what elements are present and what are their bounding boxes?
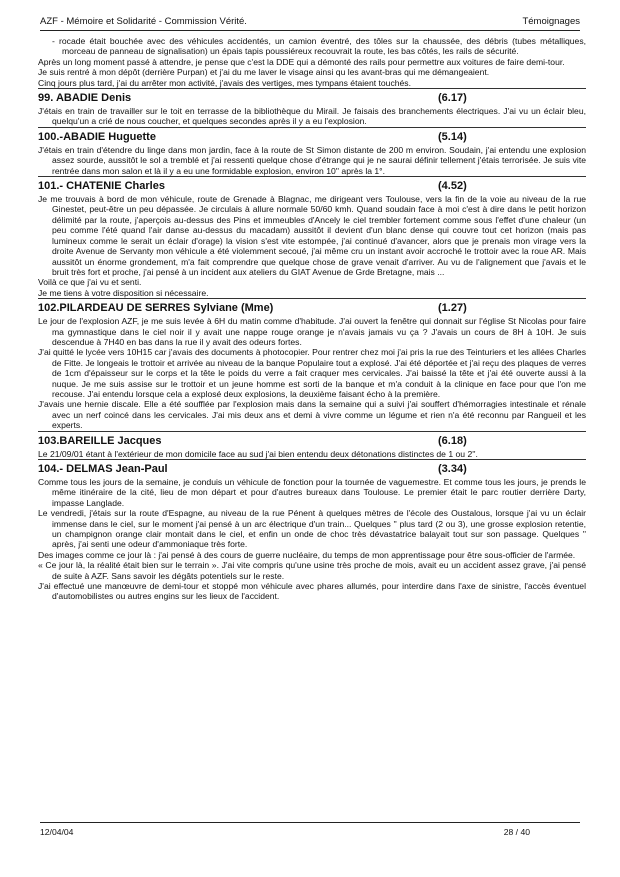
witness-name: 102.PILARDEAU DE SERRES Sylviane (Mme)	[38, 302, 274, 315]
testimony-paragraph: J'étais en train de travailler sur le toit en terrasse de la bibliothèque du Mirail. Je faisais des branchements électriques. J'ai vu un éclair bleu, quelqu'un a crié de nous coucher, et quelques secondes après il y a eu l'explosion.	[38, 106, 586, 127]
intro-paragraph: Je suis rentré à mon dépôt (derrière Purpan) et j'ai du me laver le visage ainsi qu les avant-bras qui me démangeaient.	[38, 67, 490, 78]
testimony-heading	[38, 131, 586, 144]
witness-name: 100.-ABADIE Huguette	[38, 130, 156, 143]
testimony-heading	[38, 180, 586, 193]
testimony-code: (4.52)	[438, 180, 467, 193]
testimony-paragraph: Je me tiens à votre disposition si nécessaire.	[38, 288, 586, 299]
witness-name: 99. ABADIE Denis	[38, 92, 132, 105]
testimony-paragraph: J'ai quitté le lycée vers 10H15 car j'avais des documents à photocopier. Pour rentrer chez moi j'ai pris la rue des Teinturiers et les allées Charles de Fitte. Je longeais le trottoir et arrivée au niveau de la banque Populaire tout a explosé. J'ai été déportée et j'ai reçu des plaques de verres de 1cm d'épaisseur sur le corps et la tête le poids du verre a fait craquer mes cervicales. J'ai baissé la tête et j'ai été ouverte aussi à la nuque. Je me suis assise sur le trottoir et un jeune homme est sorti de la banque et m'a conduit à la clinique en face pour que l'on me recouse. J'ai entendu lorsque cela a explosé deux explosions, la deuxième faisant écho à la première.	[38, 347, 586, 399]
testimony-paragraph: Comme tous les jours de la semaine, je conduis un véhicule de fonction pour la tournée de vaguemestre. Et comme tous les jours, je prends le même itinéraire de la cité, lieu de mon départ et pour d'autres bureaux dans Toulouse. Le premier était le parc routier derrière Darty, impasse Langlade.	[38, 477, 586, 508]
header-section: Témoignages	[522, 16, 580, 27]
page-number: 28 / 40	[503, 827, 530, 837]
document-body	[38, 36, 586, 602]
intro-paragraph: Cinq jours plus tard, j'ai du arrêter mon activité, j'avais des vertiges, mes tympans étaient touchés.	[38, 78, 586, 89]
witness-name: 104.- DELMAS Jean-Paul	[38, 463, 168, 475]
testimony-paragraph: J'avais une hernie discale. Elle a été souffléе par l'explosion mais dans la semaine qui a suivi j'ai souffert d'hémorragies intestinale et rénale avec un nerf coincé dans les cervicales. J'ai mis deux ans et demi à vivre comme un légume et rien n'a été reconnu par Rangueil et les experts.	[38, 399, 586, 431]
testimony-paragraph: J'ai effectué une manœuvre de demi-tour et stoppé mon véhicule avec phares allumés, pour interdire dans l'axe de sinistre, l'accès éventuel d'automobilistes ou autres engins sur les lieux de l'accident.	[38, 581, 586, 602]
testimony-heading	[38, 302, 586, 315]
intro-paragraph: Après un long moment passé à attendre, je pense que c'est la DDE qui a démonté des rails pour permettre aux voitures de faire demi-tour.	[38, 56, 565, 67]
testimony-code: (3.34)	[438, 463, 467, 475]
testimony-paragraph: Le 21/09/01 étant à l'extérieur de mon domicile face au sud j'ai bien entendu deux détonations distinctes de 1 ou 2''.	[38, 449, 586, 460]
testimony-code: (1.27)	[438, 302, 467, 315]
testimony-paragraph: « Ce jour là, la réalité était bien sur le terrain ». J'ai vite compris qu'une usine très proche de mois, avait eu un accident assez grave, j'ai pensé de suite à AZF. Sans savoir les dégâts potentiels sur le reste.	[38, 560, 586, 581]
testimony-heading	[38, 435, 586, 448]
header-title: AZF - Mémoire et Solidarité - Commission Vérité.	[40, 16, 247, 27]
footer-date: 12/04/04	[40, 827, 74, 837]
witness-name: 101.- CHATENIE Charles	[38, 180, 165, 193]
testimony-paragraph: Le jour de l'explosion AZF, je me suis levée à 6H du matin comme d'habitude. J'ai ouvert la fenêtre qui donnait sur l'église St Nicolas pour faire ma gymnastique dans le ciel noir il y avait une nappe rouge orange je n'avais jamais vu ça ? J'avais un cours de 8H à 10H. Je suis descendue à 7H40 en bas dans la rue il y avait des odeurs fortes.	[38, 316, 586, 347]
testimony-heading	[38, 463, 586, 476]
testimony-paragraph: Je me trouvais à bord de mon véhicule, route de Grenade à Blagnac, me dirigeant vers Toulouse, vers la fin de la voie au niveau de la rue Ginestet, peut-être un peu dépassée. Je circulais à allure normale 50/60 kmh. Quand soudain face à moi c'est à dire dans le petit horizon délimité par la route, j'aperçois au-dessus des Pins et immeubles d'Ancely le ciel trembler fortement comme sous l'effet d'une chaleur (un peu comme l'été quand l'air danse au-dessus du macadam) aussitôt il devient d'un blanc dense qui couvre tout cet horizon (mais pas lumineux comme le serait un éclair d'orage) la vision s'est vite estompée, j'ai continué d'avancer, alors que je prenais mon virage vers la droite Avenue de Servanty mon véhicule a été violemment secoué, j'ai même cru un instant avoir accroché le trottoir avec la roue AR. Mais aussitôt un énorme grondement, m'a fait comprendre que quelque chose de grave venait d'arriver. Au vu de l'alignement que j'avais et le bruit très fort et proche, j'ai pensé à un incident aux ateliers du GIAT Avenue de Grde Bretagne, mais ...	[38, 194, 586, 277]
page-footer	[40, 822, 580, 837]
page-header	[40, 14, 580, 31]
testimony-code: (6.18)	[438, 434, 467, 447]
testimony-paragraph: J'étais en train d'étendre du linge dans mon jardin, face à la route de St Simon distante de 200 m environ. Soudain, j'ai entendu une explosion assez sourde, aussitôt le sol a tremblé et j'ai ressenti quelque chose d'étrange qui je ne saurai définir tellement j'étais terrorisée. Je suis vite rentrée dans mon salon et là il y a eu une formidable explosion, environ 10'' après la 1°.	[38, 144, 586, 176]
testimony-code: (5.14)	[438, 130, 467, 143]
witness-name: 103.BAREILLE Jacques	[38, 434, 162, 447]
testimony-paragraph: Le vendredi, j'étais sur la route d'Espagne, au niveau de la rue Pénent à quelques mètres de l'école des Oustalous, lorsque j'ai vu un éclair immense dans le ciel, sur le moment j'ai pensé à un arc électrique d'un train... Quelques '' plus tard (2 ou 3), une grosse explosion retentie, un champignon orange clair montait dans le ciel, et enfin un onde de choc très dévastatrice balayait tout sur son passage. Quelques '' après, j'ai senti une odeur d'ammoniaque très forte.	[38, 508, 586, 550]
intro-paragraph: - rocade était bouchée avec des véhicules accidentés, un camion éventré, des tôles sur la chaussée, des débris (tubes métalliques, morceau de panneau de signalisation) un épais tapis poussiéreux recouvrait la route, les bas côtés, les rails de sécurité.	[52, 36, 586, 57]
testimony-paragraph: Voilà ce que j'ai vu et senti.	[38, 277, 142, 288]
testimony-code: (6.17)	[438, 92, 467, 105]
testimony-paragraph: Des images comme ce jour là : j'ai pensé à des cours de guerre nucléaire, du temps de mon apprentissage pour être sous-officier de l'armée.	[38, 549, 576, 560]
testimony-heading	[38, 92, 586, 105]
